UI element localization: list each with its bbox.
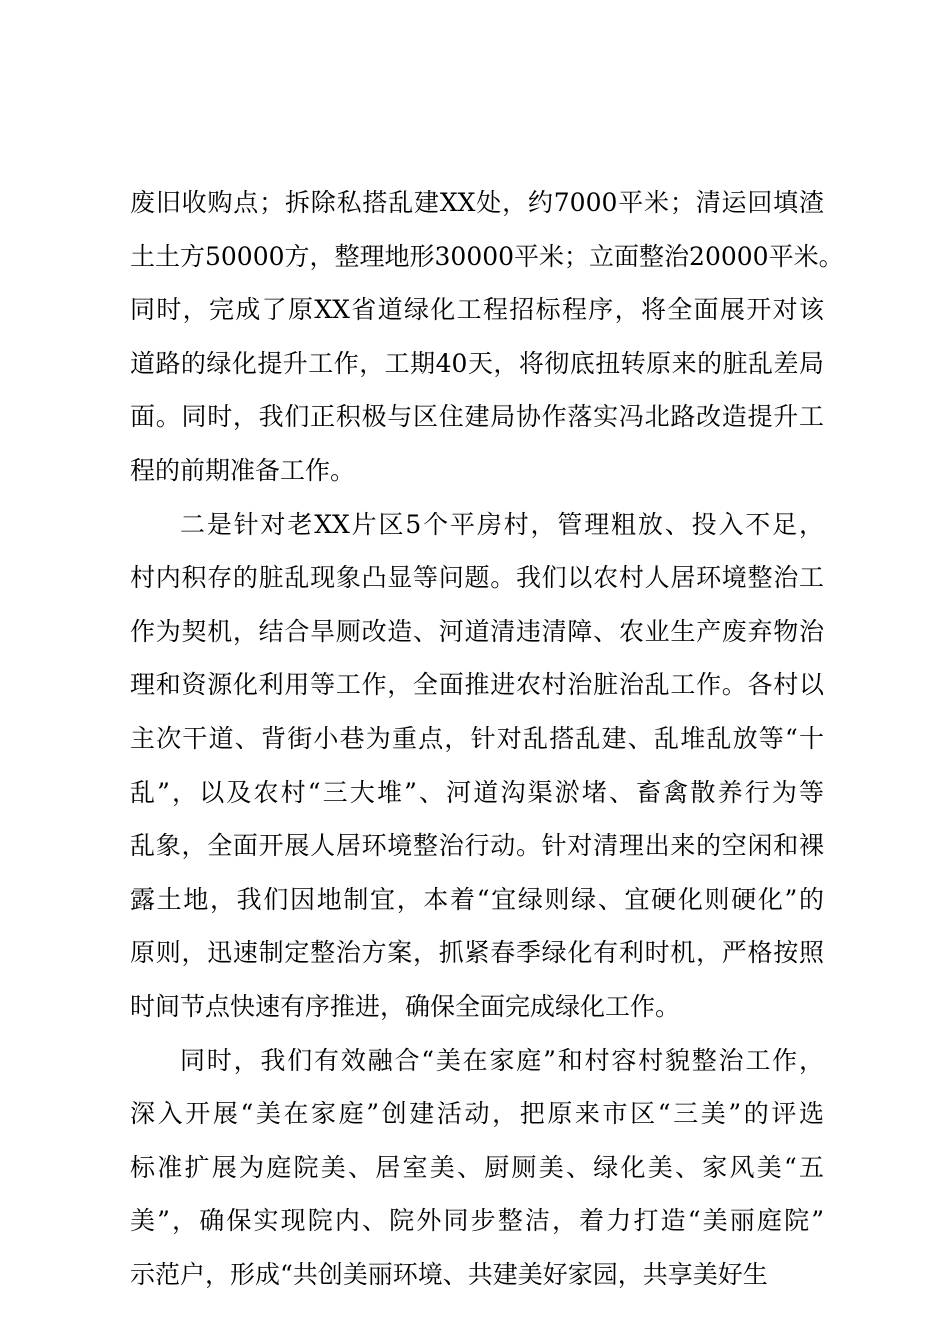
text-line: 露土地，我们因地制宜，本着“宜绿则绿、宜硬化则硬化”的 bbox=[130, 884, 824, 914]
text-line: 面。同时，我们正积极与区住建局协作落实冯北路改造提升工 bbox=[130, 402, 824, 432]
paragraph-2 bbox=[130, 498, 824, 1034]
text-line: 深入开展“美在家庭”创建活动，把原来市区“三美”的评选 bbox=[130, 1099, 824, 1129]
text-line: 主次干道、背街小巷为重点，针对乱搭乱建、乱堆乱放等“十 bbox=[130, 723, 824, 753]
text-line: 美”，确保实现院内、院外同步整洁，着力打造“美丽庭院” bbox=[130, 1206, 824, 1236]
text-line: 示范户，形成“共创美丽环境、共建美好家园，共享美好生 bbox=[130, 1259, 768, 1289]
text-line: 标准扩展为庭院美、居室美、厨厕美、绿化美、家风美“五 bbox=[130, 1152, 824, 1182]
text-line: 乱”，以及农村“三大堆”、河道沟渠淤堵、畜禽散养行为等 bbox=[130, 777, 824, 807]
text-line: 土土方50000方，整理地形30000平米；立面整治20000平米。 bbox=[130, 241, 844, 271]
text-line: 同时，完成了原XX省道绿化工程招标程序，将全面展开对该 bbox=[130, 295, 824, 325]
text-line: 乱象，全面开展人居环境整治行动。针对清理出来的空闲和裸 bbox=[130, 831, 824, 861]
text-line: 程的前期准备工作。 bbox=[130, 455, 356, 485]
text-line: 道路的绿化提升工作，工期40天，将彻底扭转原来的脏乱差局 bbox=[130, 348, 824, 378]
document-body bbox=[130, 176, 844, 1301]
text-line: 废旧收购点；拆除私搭乱建XX处，约7000平米；清运回填渣 bbox=[130, 188, 824, 217]
text-line: 时间节点快速有序推进，确保全面完成绿化工作。 bbox=[130, 991, 681, 1021]
text-line: 作为契机，结合旱厕改造、河道清违清障、农业生产废弃物治 bbox=[130, 616, 824, 646]
text-line: 二是针对老XX片区5个平房村，管理粗放、投入不足， bbox=[180, 509, 824, 539]
text-line: 原则，迅速制定整治方案，抓紧春季绿化有利时机，严格按照 bbox=[130, 938, 824, 968]
text-line: 同时，我们有效融合“美在家庭”和村容村貌整治工作， bbox=[180, 1045, 824, 1075]
paragraph-3 bbox=[130, 1034, 824, 1302]
text-line: 村内积存的脏乱现象凸显等问题。我们以农村人居环境整治工 bbox=[130, 563, 824, 593]
paragraph-1 bbox=[130, 176, 844, 498]
text-line: 理和资源化利用等工作，全面推进农村治脏治乱工作。各村以 bbox=[130, 670, 824, 700]
